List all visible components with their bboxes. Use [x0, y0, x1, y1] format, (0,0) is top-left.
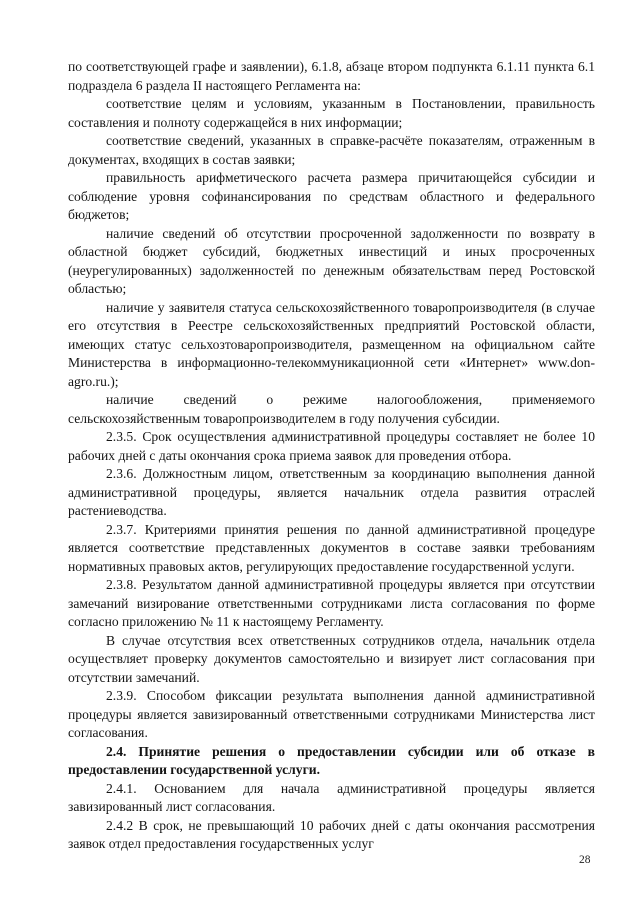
- body-text: [68, 58, 595, 854]
- paragraph-staff-absence: В случае отсутствия всех ответственных сотрудников отдела, начальник отдела осуществляет проверку документов самостоятельно и визирует лист согласования при отсутствии замечаний.: [68, 632, 595, 685]
- paragraph-2-3-6: 2.3.6. Должностным лицом, ответственным за координацию выполнения данной административной процедуры, является начальник отдела развития отраслей растениеводства.: [68, 466, 595, 518]
- paragraph-producer-status: наличие у заявителя статуса сельскохозяйственного товаропроизводителя (в случае его отсутствия в Реестре сельскохозяйственных предприятий Ростовской области, имеющих статус сельхозтоваропроизводителя, размещенном на официальном сайте Министерства в информационно-телекоммуникационной сети «Интернет» www.don-agro.ru.);: [68, 299, 595, 389]
- paragraph-subsidy-arithmetic: правильность арифметического расчета размера причитающейся субсидии и соблюдение уровня софинансирования по средствам областного и федерального бюджетов;: [68, 170, 595, 222]
- paragraph-calculation-compliance: соответствие сведений, указанных в справке-расчёте показателям, отраженным в документах, входящих в состав заявки;: [68, 133, 595, 167]
- paragraph-no-debt: наличие сведений об отсутствии просроченной задолженности по возврату в областной бюджет субсидий, бюджетных инвестиций и иных просроченных (неурегулированных) задолженностей по денежным обязательствам перед Ростовской областью;: [68, 225, 595, 296]
- paragraph-2-3-8: 2.3.8. Результатом данной административной процедуры является при отсутствии замечаний визирование ответственными сотрудниками листа согласования по форме согласно приложению № 11 к настоящему Регламенту.: [68, 577, 595, 629]
- paragraph-tax-regime: наличие сведений о режиме налогообложения, применяемого сельскохозяйственным товаропроизводителем в году получения субсидии.: [68, 392, 595, 426]
- paragraph-2-4-1: 2.4.1. Основанием для начала административной процедуры является завизированный лист согласования.: [68, 780, 595, 814]
- page-number: 28: [579, 854, 591, 866]
- paragraph-goals-compliance: соответствие целям и условиям, указанным в Постановлении, правильность составления и полноту содержащейся в них информации;: [68, 96, 595, 130]
- section-heading-2-4: 2.4. Принятие решения о предоставлении субсидии или об отказе в предоставлении государственной услуги.: [68, 743, 595, 777]
- paragraph-2-4-2: 2.4.2 В срок, не превышающий 10 рабочих дней с даты окончания рассмотрения заявок отдел предоставления государственных услуг: [68, 817, 595, 851]
- paragraph-2-3-9: 2.3.9. Способом фиксации результата выполнения данной административной процедуры является завизированный ответственными сотрудниками Министерства лист согласования.: [68, 688, 595, 740]
- paragraph-continuation: по соответствующей графе и заявлении), 6.1.8, абзаце втором подпункта 6.1.11 пункта 6.1 подраздела 6 раздела II настоящего Регламента на:: [68, 59, 595, 93]
- paragraph-2-3-5: 2.3.5. Срок осуществления административной процедуры составляет не более 10 рабочих дней с даты окончания срока приема заявок для проведения отбора.: [68, 429, 595, 463]
- paragraph-2-3-7: 2.3.7. Критериями принятия решения по данной административной процедуре является соответствие представленных документов в составе заявки требованиям нормативных правовых актов, регулирующих предоставление государственной услуги.: [68, 521, 595, 574]
